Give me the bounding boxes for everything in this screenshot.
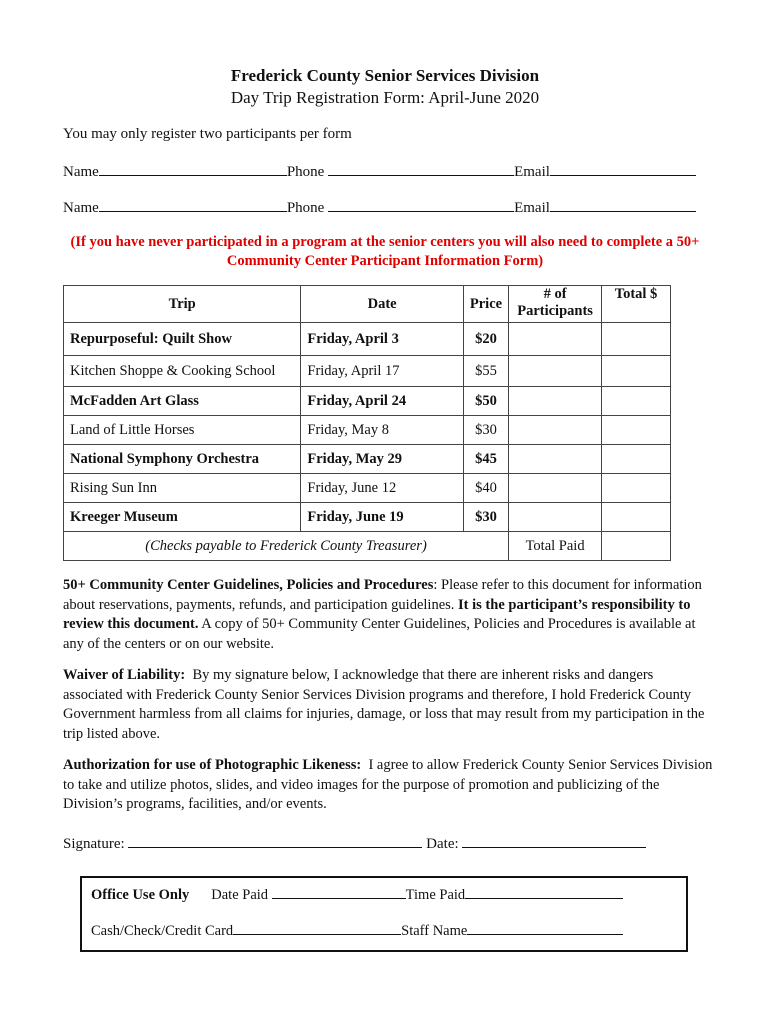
total-input[interactable]	[602, 503, 671, 532]
photo-text: I agree to allow Frederick County Senior Services Division to take and utilize photos, slides, and video images for the purpose of promotion and publicizing of the Division’s programs, facilities, and/or events.	[63, 757, 716, 812]
table-row	[64, 356, 671, 387]
email-field-2[interactable]	[550, 197, 696, 212]
table-row	[64, 387, 671, 416]
intro-text: You may only register two participants per form	[63, 126, 352, 142]
trip-cell: Repurposeful: Quilt Show	[64, 323, 301, 356]
form-title: Frederick County Senior Services Division	[230, 66, 540, 85]
total-input[interactable]	[602, 474, 671, 503]
trip-table	[63, 285, 671, 561]
date-cell: Friday, June 12	[301, 474, 464, 503]
date-label: Date:	[422, 836, 463, 852]
form-subtitle: Day Trip Registration Form: April-June 2020	[230, 88, 540, 107]
participant-row-2	[63, 197, 696, 217]
guidelines-paragraph	[63, 576, 713, 654]
price-cell: $30	[463, 416, 508, 445]
name-field-1[interactable]	[99, 161, 287, 176]
waiver-text: By my signature below, I acknowledge that there are inherent risks and dangers associated with Frederick County Senior Services Division programs and therefore, I hold Frederick County Government harmless from all claims for injuries, damage, or loss that may result from my participation in the trip listed above.	[63, 667, 709, 742]
participants-input[interactable]	[509, 387, 602, 416]
staff-name-label: Staff Name	[401, 923, 468, 939]
participant-row-1	[63, 161, 696, 181]
signature-label: Signature:	[63, 836, 129, 852]
date-cell: Friday, April 3	[301, 323, 464, 356]
name-label: Name	[63, 200, 99, 216]
date-cell: Friday, April 24	[301, 387, 464, 416]
photo-heading: Authorization for use of Photographic Likeness:	[63, 757, 362, 773]
waiver-paragraph	[63, 666, 713, 744]
time-paid-field[interactable]	[465, 884, 623, 899]
signature-field[interactable]	[128, 833, 422, 848]
signature-date-field[interactable]	[462, 833, 646, 848]
phone-label: Phone	[286, 164, 325, 180]
waiver-heading: Waiver of Liability:	[63, 667, 186, 683]
total-input[interactable]	[602, 323, 671, 356]
date-paid-field[interactable]	[272, 884, 406, 899]
email-field-1[interactable]	[550, 161, 696, 176]
office-use-box	[80, 876, 688, 952]
office-use-heading: Office Use Only	[91, 887, 190, 903]
date-cell: Friday, May 29	[301, 445, 464, 474]
phone-field-1[interactable]	[328, 161, 514, 176]
payment-method-label: Cash/Check/Credit Card	[91, 923, 234, 939]
checks-payable-note: (Checks payable to Frederick County Treasurer)	[64, 532, 509, 561]
header-price: Price	[463, 286, 508, 323]
date-cell: Friday, June 19	[301, 503, 464, 532]
office-row-2	[91, 920, 623, 940]
participants-input[interactable]	[509, 416, 602, 445]
date-cell: Friday, May 8	[301, 416, 464, 445]
table-row	[64, 503, 671, 532]
participants-input[interactable]	[509, 356, 602, 387]
total-input[interactable]	[602, 416, 671, 445]
participants-input[interactable]	[509, 445, 602, 474]
name-field-2[interactable]	[99, 197, 287, 212]
office-row-1	[91, 884, 623, 904]
price-cell: $30	[463, 503, 508, 532]
guidelines-text-2: A copy of 50+ Community Center Guidelines, Policies and Procedures is available at any of the centers or on our website.	[63, 616, 696, 652]
participants-input[interactable]	[509, 503, 602, 532]
signature-row	[63, 833, 646, 853]
trip-cell: Land of Little Horses	[64, 416, 301, 445]
total-paid-input[interactable]	[602, 532, 671, 561]
trip-cell: Rising Sun Inn	[64, 474, 301, 503]
trip-cell: Kreeger Museum	[64, 503, 301, 532]
price-cell: $40	[463, 474, 508, 503]
phone-label: Phone	[286, 200, 325, 216]
time-paid-label: Time Paid	[405, 887, 466, 903]
total-input[interactable]	[602, 387, 671, 416]
name-label: Name	[63, 164, 99, 180]
price-cell: $20	[463, 323, 508, 356]
phone-field-2[interactable]	[328, 197, 514, 212]
participant-info-notice: (If you have never participated in a program at the senior centers you will also need to complete a 50+ Community Center Participant Information Form)	[70, 234, 700, 269]
date-cell: Friday, April 17	[301, 356, 464, 387]
date-paid-label: Date Paid	[211, 887, 272, 903]
guidelines-text: : Please refer to this document for information about reservations, payments, refunds, and participation guidelines.	[63, 577, 702, 613]
guidelines-heading: 50+ Community Center Guidelines, Policies and Procedures	[63, 577, 434, 593]
participants-input[interactable]	[509, 323, 602, 356]
price-cell: $55	[463, 356, 508, 387]
header-date: Date	[301, 286, 464, 323]
trip-cell: McFadden Art Glass	[64, 387, 301, 416]
trip-cell: National Symphony Orchestra	[64, 445, 301, 474]
price-cell: $45	[463, 445, 508, 474]
guidelines-emphasis: It is the participant’s responsibility to review this document.	[63, 596, 691, 632]
table-header-row	[64, 286, 671, 323]
header-participants: # of Participants	[509, 286, 602, 323]
participants-input[interactable]	[509, 474, 602, 503]
table-row	[64, 474, 671, 503]
table-row	[64, 323, 671, 356]
staff-name-field[interactable]	[467, 920, 623, 935]
total-input[interactable]	[602, 356, 671, 387]
table-footer-row	[64, 532, 671, 561]
price-cell: $50	[463, 387, 508, 416]
table-row	[64, 416, 671, 445]
photo-authorization-paragraph	[63, 756, 716, 815]
payment-method-field[interactable]	[233, 920, 401, 935]
email-label: Email	[514, 200, 550, 216]
email-label: Email	[514, 164, 550, 180]
header-total: Total $	[602, 286, 671, 323]
table-row	[64, 445, 671, 474]
total-input[interactable]	[602, 445, 671, 474]
trip-cell: Kitchen Shoppe & Cooking School	[64, 356, 301, 387]
header-trip: Trip	[64, 286, 301, 323]
total-paid-label: Total Paid	[509, 532, 602, 561]
